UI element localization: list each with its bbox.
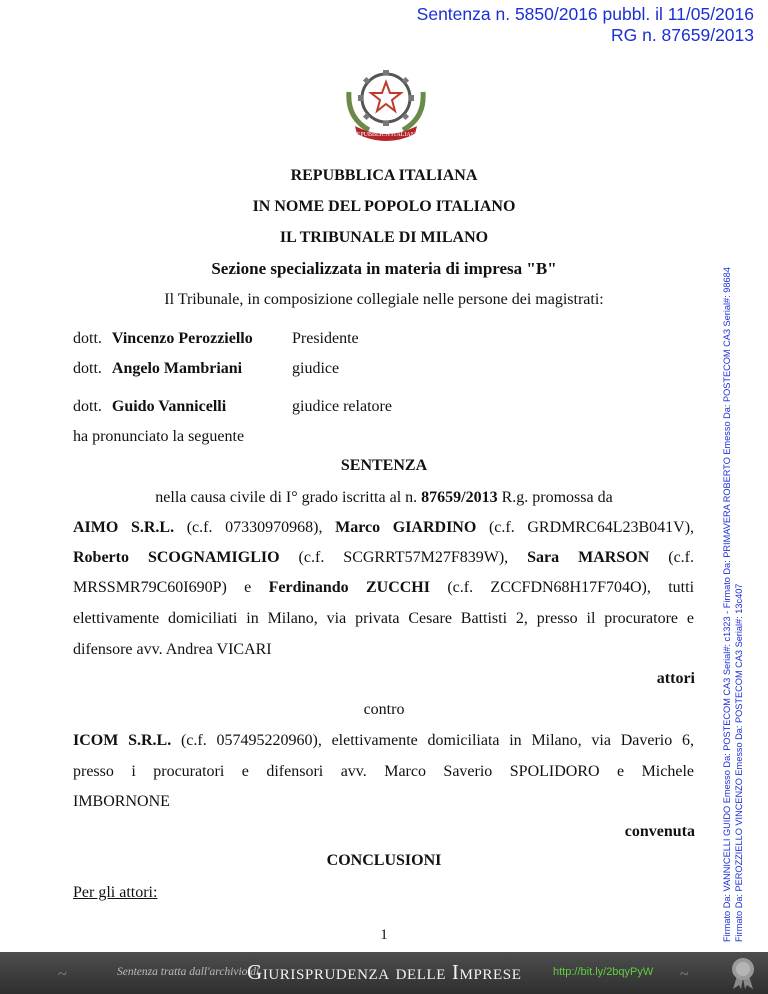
parties-line-2: [73, 549, 694, 567]
party-aimo-cf: (c.f. 07330970968),: [174, 519, 336, 536]
footer-source-text: Sentenza tratta dall'archivio di: [117, 966, 260, 978]
judge-role: Presidente: [292, 330, 359, 347]
judge-role: giudice relatore: [292, 398, 392, 415]
party-zucchi-cf: (c.f. ZCCFDN68H17F704O), tutti: [429, 579, 695, 596]
footer-brand: Giurisprudenza delle Imprese: [247, 960, 522, 984]
icom-details: (c.f. 057495220960), elettivamente domiciliata in Milano, via Daverio 6,: [171, 732, 695, 749]
archive-footer: [0, 952, 768, 994]
icom-line-1: [73, 732, 694, 750]
causa-line: [0, 489, 768, 507]
party-marson: Sara MARSON: [527, 549, 650, 566]
title-repubblica: REPUBBLICA ITALIANA: [290, 167, 478, 184]
icom-line-2: presso i procuratori e difensori avv. Marco Saverio SPOLIDORO e Michele: [73, 763, 694, 780]
intro-text: Il Tribunale, in composizione collegiale nelle persone dei magistrati:: [164, 291, 604, 308]
italian-republic-emblem: [343, 62, 429, 144]
party-marson-cf: (c.f.: [649, 549, 695, 566]
party-marson-cf-code: MRSSMR79C60I690P) e: [73, 579, 269, 596]
judge-name: Guido Vannicelli: [111, 398, 227, 415]
judge-row: [73, 330, 253, 348]
page-number: 1: [380, 927, 388, 943]
title-sezione: Sezione specializzata in materia di impresa "B": [211, 259, 557, 278]
flourish-left-icon: ~: [58, 966, 67, 983]
award-seal-icon: [728, 956, 758, 990]
judge-row: [73, 360, 242, 378]
party-zucchi: Ferdinando ZUCCHI: [268, 579, 430, 596]
party-scognamiglio-cf: (c.f. SCGRRT57M27F839W),: [279, 549, 528, 566]
title-tribunale: IL TRIBUNALE DI MILANO: [279, 229, 489, 246]
icom-line-3: IMBORNONE: [73, 793, 170, 810]
judge-prefix: dott.: [73, 330, 102, 347]
judge-role: giudice: [292, 360, 340, 377]
convenuta-label: convenuta: [624, 823, 695, 840]
party-icom: ICOM S.R.L.: [73, 732, 172, 749]
judge-name: Angelo Mambriani: [111, 360, 243, 377]
parties-line-3: [73, 579, 694, 597]
judge-row: [73, 398, 226, 416]
publication-stamp: [417, 4, 754, 46]
footer-url-link[interactable]: http://bit.ly/2bqyPyW: [553, 966, 654, 978]
flourish-right-icon: ~: [680, 966, 689, 983]
sentenza-heading: SENTENZA: [340, 457, 428, 474]
party-giardino-cf: (c.f. GRDMRC64L23B041V),: [476, 519, 695, 536]
judge-prefix: dott.: [73, 360, 102, 377]
pronounced-text: ha pronunciato la seguente: [73, 428, 245, 445]
publication-stamp-line1: Sentenza n. 5850/2016 pubbl. il 11/05/2016: [416, 4, 754, 24]
domicile-line-1: elettivamente domiciliati in Milano, via privata Cesare Battisti 2, presso il procuratore e: [73, 610, 694, 627]
publication-stamp-line2: RG n. 87659/2013: [610, 25, 754, 45]
causa-post: R.g. promossa da: [497, 489, 613, 506]
party-giardino: Marco GIARDINO: [335, 519, 477, 536]
emblem-ribbon-text: REPUBBLICA ITALIANA: [352, 132, 420, 138]
domicile-line-2: difensore avv. Andrea VICARI: [73, 641, 272, 658]
per-gli-attori-label: Per gli attori:: [73, 884, 158, 901]
conclusioni-heading: CONCLUSIONI: [326, 852, 442, 869]
signature-line-2: Firmato Da: PEROZZIELLO VINCENZO Emesso Da: POSTECOM CA3 Serial#: 13c407: [733, 583, 744, 942]
party-aimo: AIMO S.R.L.: [73, 519, 175, 536]
contro-label: contro: [363, 701, 405, 718]
attori-label: attori: [656, 670, 695, 687]
judge-name: Vincenzo Perozziello: [111, 330, 253, 347]
signature-line-1: Firmato Da: VANNICELLI GUIDO Emesso Da: POSTECOM CA3 Serial#: c1323 - Firmato Da: PRIMAVERA ROBERTO Emesso Da: POSTECOM CA3 Serial#: 98684: [722, 267, 732, 942]
party-scognamiglio: Roberto SCOGNAMIGLIO: [73, 549, 280, 566]
causa-pre: nella causa civile di I° grado iscritta al n.: [155, 489, 422, 506]
parties-line-1: [73, 519, 694, 537]
causa-number: 87659/2013: [421, 489, 498, 506]
judge-prefix: dott.: [73, 398, 102, 415]
title-popolo: IN NOME DEL POPOLO ITALIANO: [252, 198, 516, 215]
